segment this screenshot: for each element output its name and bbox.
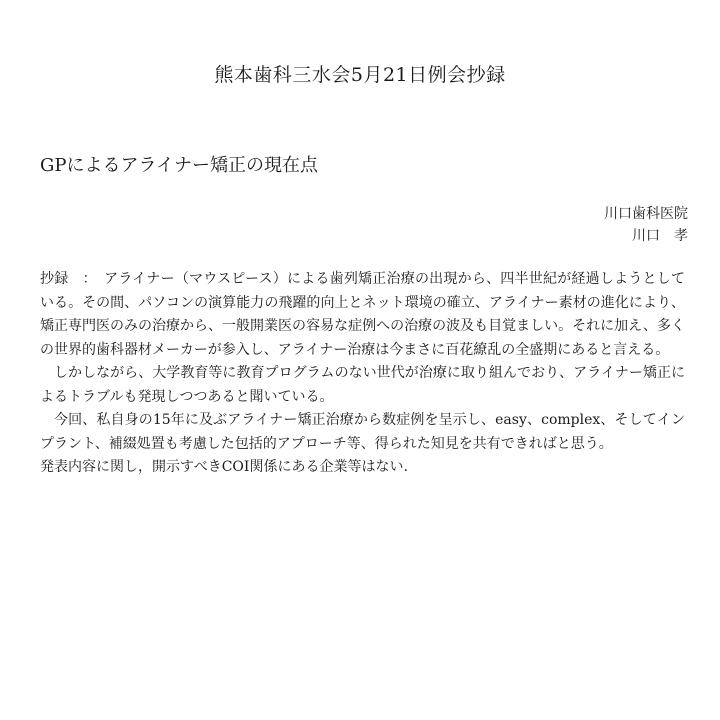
abstract-paragraph-3: 今回、私自身の15年に及ぶアライナー矯正治療から数症例を呈示し、easy、complex、そしてインプラント、補綴処置も考慮した包括的アプローチ等、得られた知見を共有できればと思う。 bbox=[40, 412, 685, 452]
abstract-text-1: アライナー（マウスピース）による歯列矯正治療の出現から、四半世紀が経過しようとしている。その間、パソコンの演算能力の飛躍的向上とネット環境の確立、アライナー素材の進化により、矯正専門医のみの治療から、一般開業医の容易な症例への治療の波及も目覚ましい。それに加え、多くの世界的歯科器材メーカーが参入し、アライナー治療は今まさに百花繚乱の全盛期にあると言える。 bbox=[40, 271, 685, 358]
affiliation: 川口歯科医院 bbox=[604, 206, 688, 222]
abstract bbox=[40, 268, 685, 480]
author-block bbox=[604, 203, 688, 247]
coi-statement: 発表内容に関し，開示すべきCOI関係にある企業等はない. bbox=[40, 459, 408, 475]
author-name: 川口 孝 bbox=[632, 228, 688, 244]
abstract-paragraph-2: しかしながら、大学教育等に教育プログラムのない世代が治療に取り組んでおり、アライナー矯正によるトラブルも発現しつつあると聞いている。 bbox=[40, 365, 685, 405]
page-title: 熊本歯科三水会5月21日例会抄録 bbox=[214, 64, 506, 86]
article-title: GPによるアライナー矯正の現在点 bbox=[40, 155, 318, 176]
abstract-paragraph-1 bbox=[40, 268, 685, 362]
abstract-label: 抄録 ： bbox=[40, 271, 105, 287]
